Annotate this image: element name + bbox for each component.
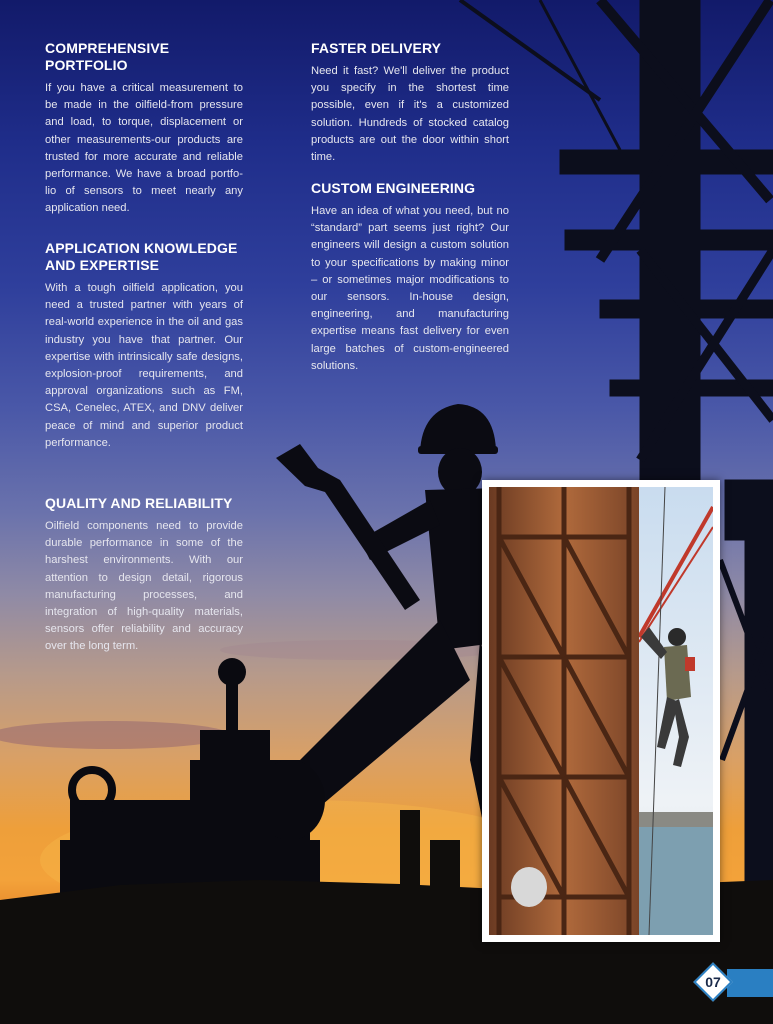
section-heading: QUALITY AND RELIABILITY — [45, 495, 233, 511]
section-custom-engineering — [311, 180, 509, 375]
section-faster-delivery — [311, 40, 509, 180]
tower-climber-photo — [489, 487, 713, 935]
section-comprehensive-portfolio — [45, 40, 243, 240]
section-heading: APPLICATION KNOWLEDGE AND EXPERTISE — [45, 240, 238, 273]
page-number-accent-bar — [727, 969, 773, 997]
section-body: Oilfield components need to provide durable performance in some of the harshest environments. With our attention to design detail, rigorous manufacturing processes, and integration of high-quality materials, sensors offer reliability and accuracy over the long term. — [45, 520, 243, 653]
page-number: 07 — [705, 974, 721, 990]
section-body: If you have a critical measurement to be made in the oilfield-from pressure and load, to torque, displacement or other measurements-our products are trusted for more accurate and reliable performance. We have a broad portfo-lio of sensors to meet nearly any application need. — [45, 82, 243, 215]
section-heading: COMPREHENSIVE PORTFOLIO — [45, 40, 170, 73]
section-body: With a tough oilfield application, you need a trusted partner with years of real-world experience in the oil and gas industry you have that partner. Our expertise with intrinsically safe designs, explosion-proof requirements, and approval organizations such as FM, CSA, Cenelec, ATEX, and DNV deliver peace of mind and superior product performance. — [45, 282, 243, 449]
section-heading: FASTER DELIVERY — [311, 40, 442, 56]
section-application-knowledge — [45, 240, 243, 495]
section-quality-reliability — [45, 495, 243, 656]
section-body: Need it fast? We'll deliver the product you specify in the shortest time possible, even if it's a customized solution. Hundreds of stocked catalog products are out the door within short time. — [311, 65, 509, 164]
left-text-column — [45, 40, 243, 656]
section-heading: CUSTOM ENGINEERING — [311, 180, 476, 196]
section-body: Have an idea of what you need, but no “standard” part seems just right? Our engineers will design a custom solution to your specifications by making minor – or sometimes major modifications to our sensors. In-house design, engineering, and manufacturing expertise means fast delivery for even large batches of custom-engineered solutions. — [311, 205, 509, 372]
climber-photo-frame — [482, 480, 720, 942]
right-text-column — [311, 40, 509, 375]
page-number-badge — [694, 963, 732, 1001]
